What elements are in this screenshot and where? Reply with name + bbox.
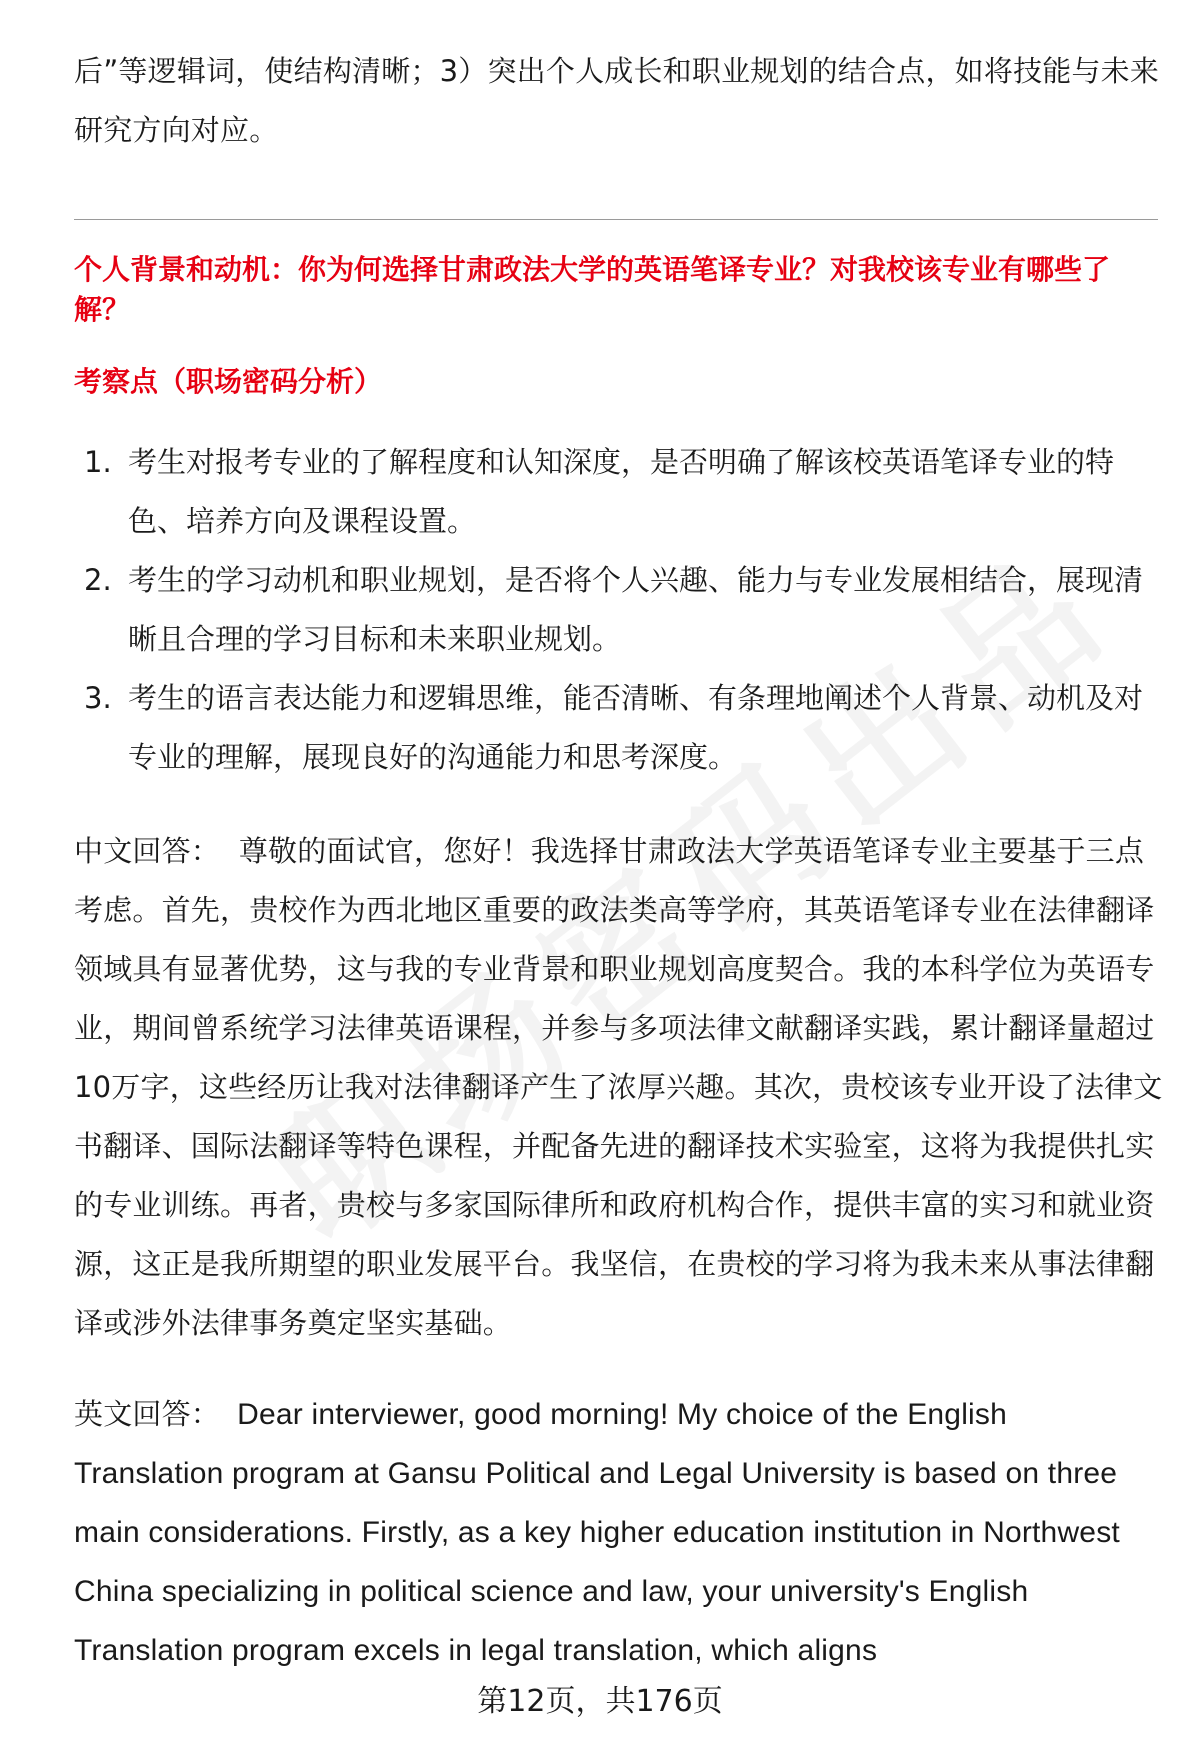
english-answer-text: Dear interviewer, good morning! My choice of the English Translation program at Gansu Political and Legal University is based on three main considerations. Firstly, as a key higher education institution in Northwest China specializing in political science and law, your university's English Translation program excels in legal translation, which aligns: [74, 1398, 1120, 1667]
chinese-answer-text: 尊敬的面试官，您好！我选择甘肃政法大学英语笔译专业主要基于三点考虑。首先，贵校作为西北地区重要的政法类高等学府，其英语笔译专业在法律翻译领域具有显著优势，这与我的专业背景和职业规划高度契合。我的本科学位为英语专业，期间曾系统学习法律英语课程，并参与多项法律文献翻译实践，累计翻译量超过10万字，这些经历让我对法律翻译产生了浓厚兴趣。其次，贵校该专业开设了法律文书翻译、国际法翻译等特色课程，并配备先进的翻译技术实验室，这将为我提供扎实的专业训练。再者，贵校与多家国际律所和政府机构合作，提供丰富的实习和就业资源，这正是我所期望的职业发展平台。我坚信，在贵校的学习将为我未来从事法律翻译或涉外法律事务奠定坚实基础。: [74, 834, 1163, 1340]
list-item: [74, 669, 1164, 787]
list-item-number: 3.: [84, 681, 112, 715]
list-item-number: 2.: [84, 563, 112, 597]
question-heading: 个人背景和动机：你为何选择甘肃政法大学的英语笔译专业？对我校该专业有哪些了解？: [74, 253, 1111, 326]
list-item: [74, 551, 1164, 669]
list-item-number: 1.: [84, 445, 112, 479]
intro-paragraph: 后”等逻辑词，使结构清晰；3）突出个人成长和职业规划的结合点，如将技能与未来研究方向对应。: [74, 54, 1160, 147]
section-divider: [74, 219, 1158, 220]
english-answer: [74, 1385, 1164, 1680]
chinese-answer-label: 中文回答：: [74, 834, 221, 868]
assessment-list: [74, 433, 1164, 787]
chinese-answer: [74, 822, 1164, 1353]
page-number: 第12页，共176页: [477, 1684, 723, 1719]
list-item-text: 考生的语言表达能力和逻辑思维，能否清晰、有条理地阐述个人背景、动机及对专业的理解，展现良好的沟通能力和思考深度。: [128, 681, 1144, 774]
list-item-text: 考生的学习动机和职业规划，是否将个人兴趣、能力与专业发展相结合，展现清晰且合理的学习目标和未来职业规划。: [128, 563, 1144, 656]
list-item-text: 考生对报考专业的了解程度和认知深度，是否明确了解该校英语笔译专业的特色、培养方向及课程设置。: [128, 445, 1115, 538]
assessment-heading: 考察点（职场密码分析）: [74, 365, 383, 398]
list-item: [74, 433, 1164, 551]
english-answer-label: 英文回答：: [74, 1397, 221, 1431]
